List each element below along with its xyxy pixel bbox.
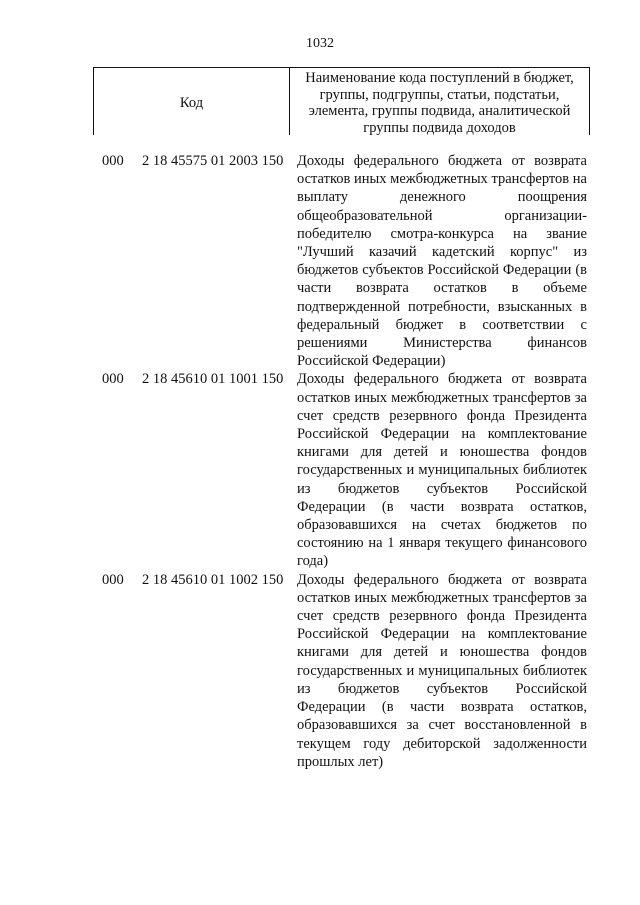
row-income-code: 2 18 45610 01 1002 150 [142, 571, 284, 588]
column-header-name: Наименование кода поступлений в бюджет, группы, подгруппы, статьи, подстатьи, элемента, группы подвида, аналитической группы подвида доходов [305, 70, 574, 136]
table-row [0, 152, 640, 370]
row-income-code: 2 18 45610 01 1001 150 [142, 371, 284, 388]
table-body [0, 152, 640, 771]
table-header [93, 67, 590, 135]
row-description: Доходы федерального бюджета от возврата остатков иных межбюджетных трансфертов за счет средств резервного фонда Президента Российской Федерации на комплектование книгами для детей и юношества фондов государственных и муниципальных библиотек из бюджетов субъектов Российской Федерации (в части возврата остатков, образовавшихся на счетах бюджетов по состоянию на 1 января текущего финансового года) [297, 371, 587, 570]
row-admin-code: 000 [102, 153, 124, 169]
column-header-code: Код [94, 68, 290, 135]
table-row [0, 370, 640, 570]
row-description: Доходы федерального бюджета от возврата остатков иных межбюджетных трансфертов за счет средств резервного фонда Президента Российской Федерации на комплектование книгами для детей и юношества фондов государственных и муниципальных библиотек из бюджетов субъектов Российской Федерации (в части возврата остатков, образовавшихся за счет восстановленной в текущем году дебиторской задолженности прошлых лет) [297, 571, 587, 770]
row-description: Доходы федерального бюджета от возврата остатков иных межбюджетных трансфертов на выплату денежного поощрения общеобразовательной организации-победителю смотра-конкурса на звание "Лучший казачий кадетский корпус" из бюджетов субъектов Российской Федерации (в части возврата остатков в объеме подтвержденной потребности, взысканных в федеральный бюджет в соответствии с решениями Министерства финансов Российской Федерации) [297, 153, 587, 370]
row-income-code: 2 18 45575 01 2003 150 [142, 153, 284, 169]
table-row [0, 571, 640, 771]
row-admin-code: 000 [102, 371, 124, 388]
row-admin-code: 000 [102, 571, 124, 588]
page-number: 1032 [306, 36, 334, 51]
